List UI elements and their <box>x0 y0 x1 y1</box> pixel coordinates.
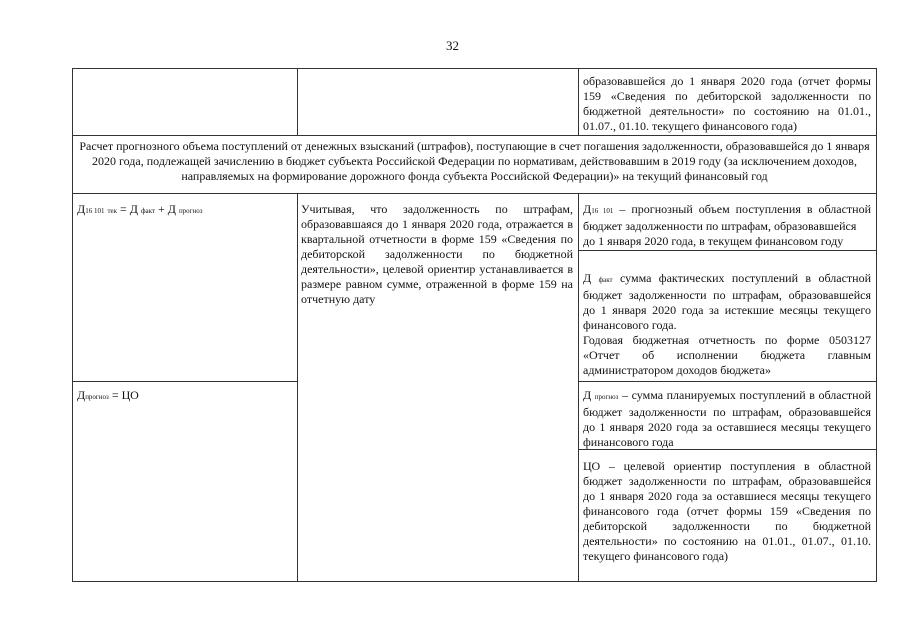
formula-total: Д16 101 тек = Д факт + Д прогноз <box>77 202 203 216</box>
page-number: 32 <box>446 38 459 53</box>
table-border-right <box>876 68 877 582</box>
col1-divider-top <box>297 68 298 136</box>
methodology-table <box>72 68 877 582</box>
section-header: Расчет прогнозного объема поступлений от денежных взысканий (штрафов), поступающие в счет погашения задолженности, образовавшейся до 1 января 2020 года, подлежащей зачислению в бюджет субъекта Российской Федерации по нормативам, действовавшим в 2019 году (за исключением доходов, направляемых на формирование дорожного фонда субъекта Российской Федерации)» на текущий финансовый год <box>79 139 870 183</box>
definition-total: Д16 101 – прогнозный объем поступления в областной бюджет задолженности по штрафам, образовавшейся до 1 января 2020 года, в текущем финансовом году <box>583 202 871 248</box>
col2-divider-body <box>578 193 579 582</box>
row1-bottom-line <box>72 135 877 136</box>
method-text: Учитывая, что задолженность по штрафам, образовавшаяся до 1 января 2020 года, отражается в квартальной отчетности в форме 159 «Сведения по дебиторской задолженности по бюджетной деятельности», целевой ориентир устанавливается в размере равном сумме, отраженной в форме 159 на отчетную дату <box>301 202 573 306</box>
row1-col3-text: образовавшейся до 1 января 2020 года (отчет формы 159 «Сведения по дебиторской задолженности по бюджетной деятельности» по состоянию на 01.01., 01.07., 01.10. текущего финансового года) <box>583 74 871 133</box>
col1-divider-body <box>297 193 298 582</box>
col1-row-divider <box>72 381 298 382</box>
table-border-bottom <box>72 581 877 582</box>
col3-row-divider-2 <box>578 381 877 382</box>
header-bottom-line <box>72 193 877 194</box>
definition-forecast: Д прогноз – сумма планируемых поступлений в областной бюджет задолженности по штрафам, образовавшейся до 1 января 2020 года за оставшиеся месяцы текущего финансового года <box>583 388 871 449</box>
col3-row-divider-1 <box>578 250 877 251</box>
col2-divider-top <box>578 68 579 136</box>
formula-forecast: Дпрогноз = ЦО <box>77 388 139 402</box>
table-border-top <box>72 68 877 69</box>
definition-fact: Д факт сумма фактических поступлений в областной бюджет задолженности по штрафам, образовавшейся до 1 января 2020 года за истекшие месяцы текущего финансового года. Годовая бюджетная отчетность по форме 0503127 «Отчет об исполнении бюджета главным администратором доходов бюджета» <box>583 271 871 377</box>
definition-target: ЦО – целевой ориентир поступления в областной бюджет задолженности по штрафам, образовавшейся до 1 января 2020 года за оставшиеся месяцы текущего финансового года (отчет формы 159 «Сведения по дебиторской задолженности по бюджетной деятельности» по состоянию на 01.01., 01.07., 01.10. текущего финансового года) <box>583 459 871 563</box>
table-border-left <box>72 68 73 582</box>
